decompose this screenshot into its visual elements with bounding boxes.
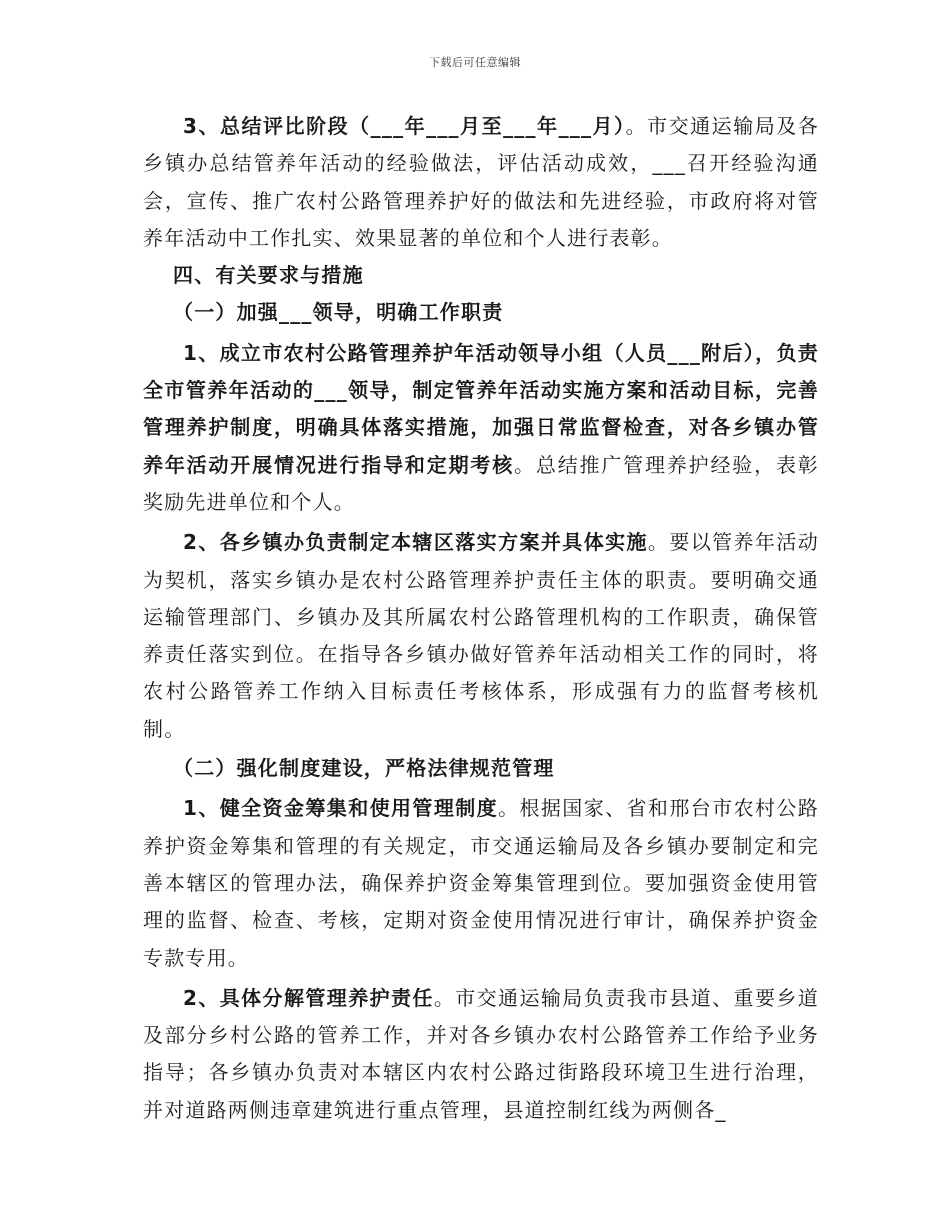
- paragraph-lead-bold: 2、具体分解管理养护责任: [183, 985, 434, 1010]
- document-body: [143, 108, 819, 1129]
- subsection-heading-institution: （二）强化制度建设，严格法律规范管理: [173, 756, 555, 781]
- paragraph-body: 。市交通运输局及各乡镇办总结管养年活动的经验做法，评估活动成效，___召开经验沟通会，宣传、推广农村公路管理养护好的做法和先进经验，市政府将对管养年活动中工作扎实、效果显著的单位和个人进行表彰。: [143, 114, 819, 250]
- paragraph-township-plan: [143, 524, 819, 748]
- paragraph-body: 。总结推广管理养护经验，表彰奖励先进单位和个人。: [143, 452, 819, 514]
- paragraph-lead-bold: 2、各乡镇办负责制定本辖区落实方案并具体实施: [183, 530, 648, 555]
- section-heading-requirements: 四、有关要求与措施: [173, 263, 364, 288]
- paragraph-responsibility: [143, 980, 819, 1129]
- paragraph-summary-stage: [143, 108, 819, 257]
- paragraph-body: 。要以管养年活动为契机，落实乡镇办是农村公路管理养护责任主体的职责。要明确交通运输管理部门、乡镇办及其所属农村公路管理机构的工作职责，确保管养责任落实到位。在指导各乡镇办做好管养年活动相关工作的同时，将农村公路管养工作纳入目标责任考核体系，形成强有力的监督考核机制。: [143, 530, 819, 741]
- paragraph-fund-management: [143, 790, 819, 976]
- subsection-heading-leadership: （一）加强___领导，明确工作职责: [173, 300, 504, 325]
- page-header: 下载后可任意编辑: [429, 56, 521, 69]
- paragraph-lead-bold: 3、总结评比阶段（___年___月至___年___月）: [183, 114, 626, 138]
- paragraph-lead-bold: 1、成立市农村公路管理养护年活动领导小组（人员___附后），负责全市管养年活动的___领导，制定管养年活动实施方案和活动目标，完善管理养护制度，明确具体落实措施，加强日常监督检查，对各乡镇办管养年活动开展情况进行指导和定期考核: [143, 340, 819, 477]
- paragraph-lead-bold: 1、健全资金筹集和使用管理制度: [183, 796, 499, 821]
- paragraph-body: 。根据国家、省和邢台市农村公路养护资金筹集和管理的有关规定，市交通运输局及各乡镇办要制定和完善本辖区的管理办法，确保养护资金筹集管理到位。要加强资金使用管理的监督、检查、考核，定期对资金使用情况进行审计，确保养护资金专款专用。: [143, 796, 819, 970]
- paragraph-body: 。市交通运输局负责我市县道、重要乡道及部分乡村公路的管养工作，并对各乡镇办农村公路管养工作给予业务指导；各乡镇办负责对本辖区内农村公路过街路段环境卫生进行治理，并对道路两侧违章建筑进行重点管理，县道控制红线为两侧各_: [143, 985, 819, 1122]
- paragraph-leading-group: [143, 335, 819, 521]
